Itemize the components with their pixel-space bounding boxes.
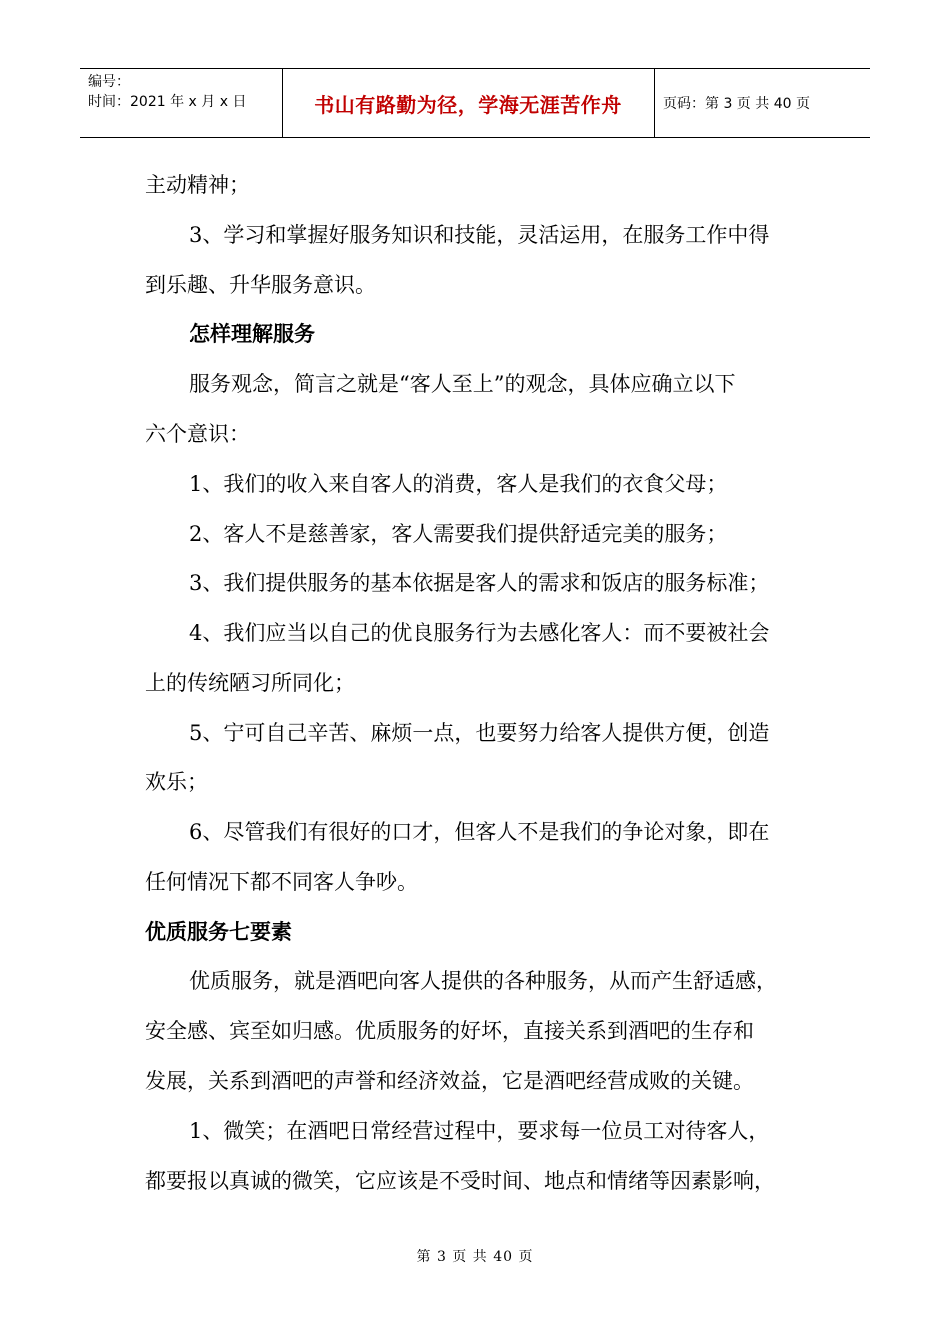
paragraph-line: 5、宁可自己辛苦、麻烦一点，也要努力给客人提供方便，创造 xyxy=(189,721,770,745)
paragraph-line: 4、我们应当以自己的优良服务行为去感化客人：而不要被社会 xyxy=(189,621,770,645)
paragraph-line: 3、学习和掌握好服务知识和技能，灵活运用，在服务工作中得 xyxy=(189,223,770,247)
paragraph-line: 优质服务，就是酒吧向客人提供的各种服务，从而产生舒适感， xyxy=(189,969,777,993)
paragraph-line: 安全感、宾至如归感。优质服务的好坏，直接关系到酒吧的生存和 xyxy=(145,1019,754,1043)
document-header xyxy=(80,68,870,138)
paragraph-line: 发展，关系到酒吧的声誉和经济效益，它是酒吧经营成败的关键。 xyxy=(145,1069,754,1093)
paragraph-line: 服务观念，简言之就是“客人至上”的观念，具体应确立以下 xyxy=(189,372,736,396)
paragraph-line: 到乐趣、升华服务意识。 xyxy=(145,273,376,297)
paragraph-line: 都要报以真诚的微笑，它应该是不受时间、地点和情绪等因素影响， xyxy=(145,1169,775,1193)
paragraph-line: 1、微笑；在酒吧日常经营过程中，要求每一位员工对待客人， xyxy=(189,1119,770,1143)
header-motto: 书山有路勤为径，学海无涯苦作舟 xyxy=(314,92,622,117)
paragraph-line: 主动精神； xyxy=(145,173,250,197)
time-label: 时间：2021 年 x 月 x 日 xyxy=(88,94,247,110)
paragraph-line: 3、我们提供服务的基本依据是客人的需求和饭店的服务标准； xyxy=(189,571,770,595)
paragraph-line: 欢乐； xyxy=(145,770,208,794)
header-meta xyxy=(88,72,246,112)
paragraph-line: 1、我们的收入来自客人的消费，客人是我们的衣食父母； xyxy=(189,472,728,496)
header-page-info: 页码：第 3 页 共 40 页 xyxy=(663,96,810,112)
number-label: 编号： xyxy=(88,74,130,90)
page-footer: 第 3 页 共 40 页 xyxy=(416,1249,534,1265)
section-heading: 怎样理解服务 xyxy=(189,322,315,346)
section-heading: 优质服务七要素 xyxy=(145,920,292,944)
paragraph-line: 6、尽管我们有很好的口才，但客人不是我们的争论对象，即在 xyxy=(189,820,770,844)
paragraph-line: 六个意识： xyxy=(145,422,250,446)
paragraph-line: 任何情况下都不同客人争吵。 xyxy=(145,870,418,894)
paragraph-line: 上的传统陋习所同化； xyxy=(145,671,355,695)
header-divider xyxy=(654,69,655,137)
paragraph-line: 2、客人不是慈善家，客人需要我们提供舒适完美的服务； xyxy=(189,522,728,546)
